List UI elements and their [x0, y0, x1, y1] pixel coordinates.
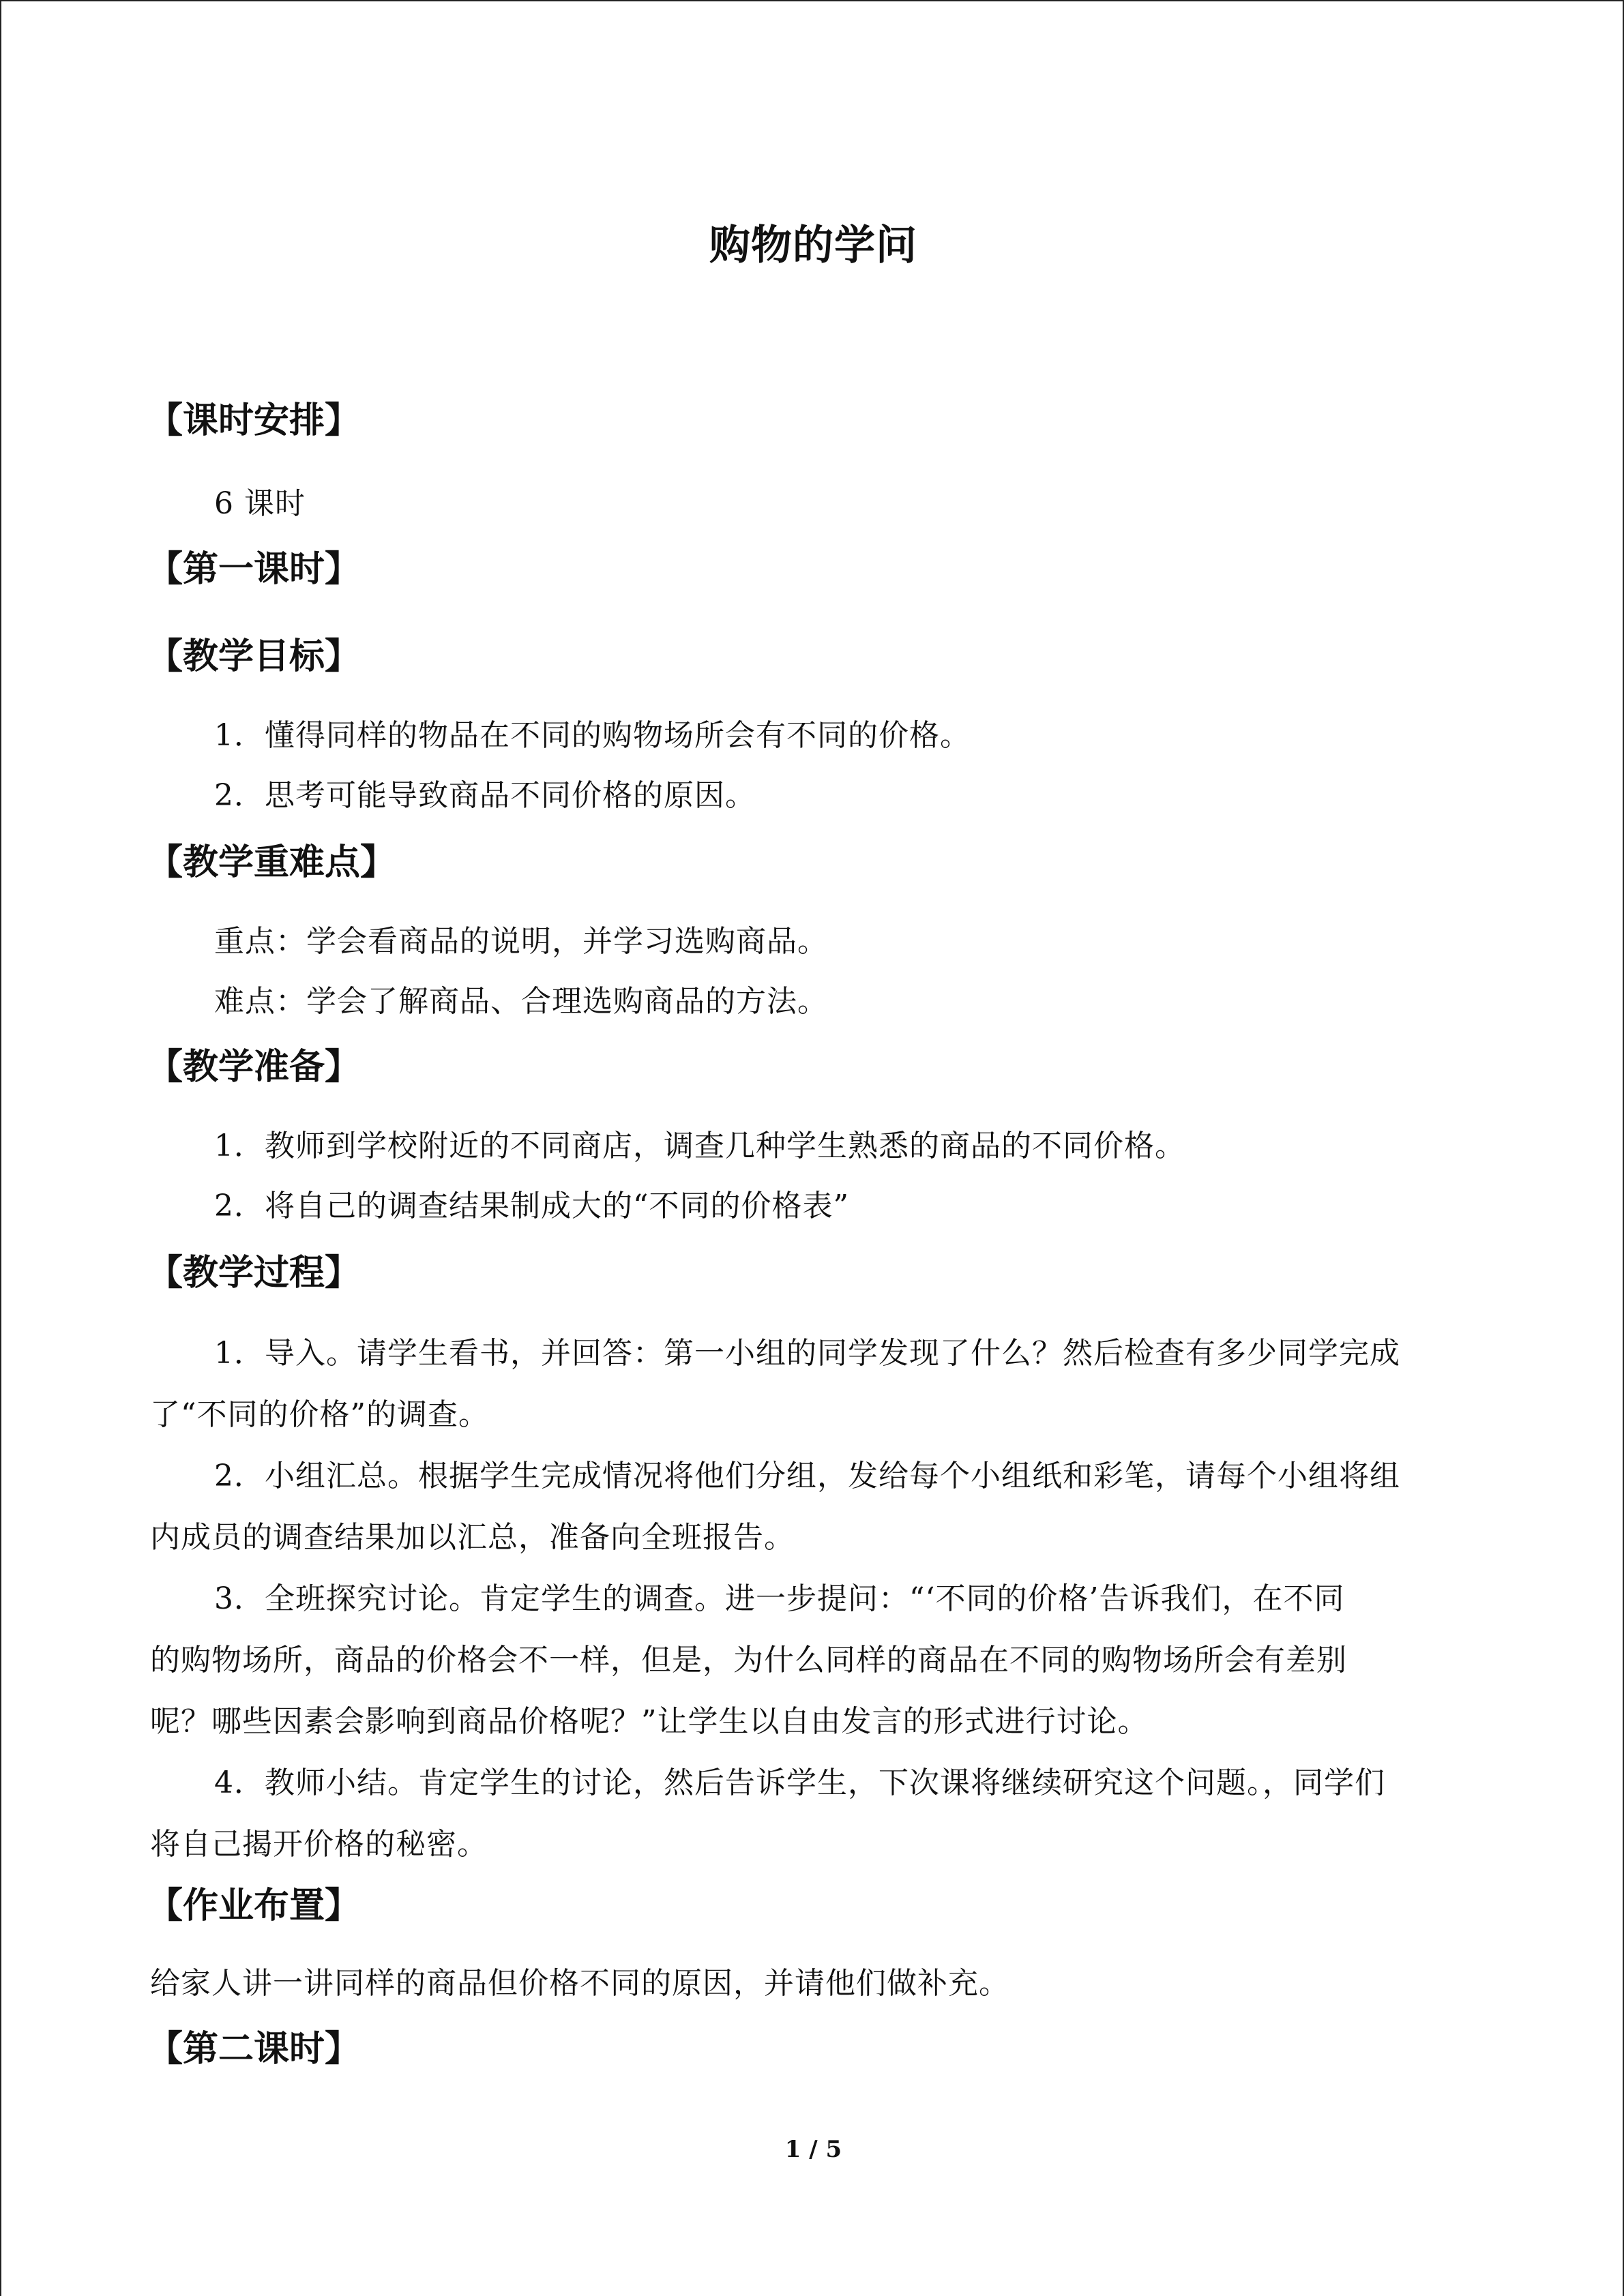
process-line: 3．全班探究讨论。肯定学生的调查。进一步提问：“‘不同的价格’告诉我们，在不同: [214, 1581, 1345, 1616]
process-line: 呢？哪些因素会影响到商品价格呢？”让学生以自由发言的形式进行讨论。: [150, 1704, 1149, 1739]
process-line: 4．教师小结。肯定学生的讨论，然后告诉学生，下次课将继续研究这个问题。，同学们: [214, 1765, 1385, 1800]
schedule-text: 6 课时: [214, 486, 306, 521]
document-title: 购物的学问: [709, 222, 917, 269]
keypoint-item: 重点：学会看商品的说明，并学习选购商品。: [214, 924, 828, 959]
goal-item: 2．思考可能导致商品不同价格的原因。: [214, 778, 756, 813]
process-line: 了“不同的价格”的调查。: [150, 1397, 489, 1432]
heading-goals: 【教学目标】: [147, 636, 361, 677]
goal-item: 1．懂得同样的物品在不同的购物场所会有不同的价格。: [214, 718, 971, 753]
process-line: 1．导入。请学生看书，并回答：第一小组的同学发现了什么？然后检查有多少同学完成: [214, 1336, 1400, 1371]
prep-item: 2．将自己的调查结果制成大的“不同的价格表”: [214, 1189, 849, 1223]
heading-lesson-2: 【第二课时】: [147, 2029, 361, 2070]
heading-schedule: 【课时安排】: [147, 400, 361, 441]
prep-item: 1．教师到学校附近的不同商店，调查几种学生熟悉的商品的不同价格。: [214, 1129, 1185, 1163]
heading-homework: 【作业布置】: [147, 1885, 361, 1926]
process-line: 2．小组汇总。根据学生完成情况将他们分组，发给每个小组纸和彩笔，请每个小组将组: [214, 1459, 1400, 1493]
process-line: 内成员的调查结果加以汇总，准备向全班报告。: [150, 1520, 795, 1555]
heading-prep: 【教学准备】: [147, 1047, 361, 1088]
process-line: 将自己揭开价格的秘密。: [150, 1827, 488, 1862]
page-number: 1 / 5: [784, 2136, 842, 2163]
heading-lesson-1: 【第一课时】: [147, 549, 361, 590]
heading-keypoints: 【教学重难点】: [147, 842, 396, 883]
homework-text: 给家人讲一讲同样的商品但价格不同的原因，并请他们做补充。: [150, 1966, 1009, 2001]
keypoint-item: 难点：学会了解商品、合理选购商品的方法。: [214, 984, 828, 1019]
heading-process: 【教学过程】: [147, 1253, 361, 1294]
process-line: 的购物场所，商品的价格会不一样，但是，为什么同样的商品在不同的购物场所会有差别: [150, 1643, 1347, 1678]
